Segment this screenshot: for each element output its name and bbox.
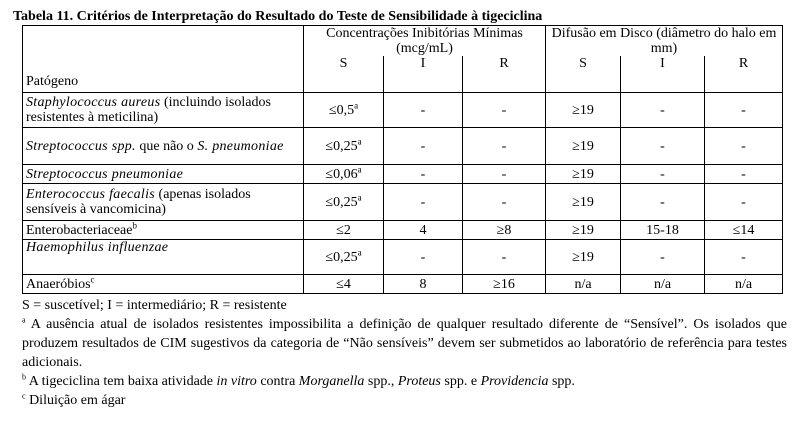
mic-s-cell: ≤0,25$^a$ [304,184,384,221]
disk-i-cell: - [621,240,705,275]
table-notes [22,296,787,410]
footnote-c: $^c$ Diluição em ágar [22,391,126,408]
header-disk-group: Difusão em Disco (diâmetro do halo em mm) [546,26,783,57]
disk-r-cell: - [705,93,783,128]
disk-r-cell: - [705,240,783,275]
pathogen-cell: Enterococcus faecalis (apenas isolados sensíveis à vancomicina) [23,184,304,221]
mic-i-cell: 8 [384,275,463,294]
mic-s-cell: ≤0,06$^a$ [304,165,384,184]
mic-i-cell: - [384,165,463,184]
header-row-groups [23,26,783,57]
footnote-b: $^b$ A tigeciclina tem baixa atividade in vitro contra Morganella spp., Proteus spp. e Providencia spp. [22,372,575,389]
table-row [23,240,783,275]
mic-s-cell: ≤0,5$^a$ [304,93,384,128]
mic-r-cell: - [463,128,546,165]
table-row [23,165,783,184]
header-disk-r: R [705,56,783,93]
footnote-a: $^a$ A ausência atual de isolados resistentes impossibilita a definição de qualquer resultado diferente de “Sensível”. Os isolados que produzem resultados de CIM sugestivos da categoria de “Não sensíveis” devem ser submetidos ao laboratório de referência para testes adicionais. [22,315,787,370]
table-title: Tabela 11. Critérios de Interpretação do Resultado do Teste de Sensibilidade à tigeciclina [13,9,543,24]
pathogen-cell: Streptococcus spp. que não o S. pneumoniae [23,128,304,165]
disk-i-cell: n/a [621,275,705,294]
mic-r-cell: - [463,93,546,128]
disk-i-cell: - [621,128,705,165]
table-row [23,184,783,221]
header-mic-s: S [304,56,384,93]
mic-i-cell: - [384,240,463,275]
mic-r-cell: ≥16 [463,275,546,294]
disk-i-cell: - [621,184,705,221]
mic-i-cell: 4 [384,221,463,240]
disk-s-cell: ≥19 [546,240,621,275]
mic-r-cell: - [463,240,546,275]
mic-s-cell: ≤0,25$^a$ [304,128,384,165]
disk-r-cell: - [705,165,783,184]
mic-i-cell: - [384,184,463,221]
disk-i-cell: - [621,93,705,128]
legend-note: S = suscetível; I = intermediário; R = resistente [22,298,287,313]
mic-s-cell: ≤2 [304,221,384,240]
disk-s-cell: ≥19 [546,221,621,240]
disk-s-cell: ≥19 [546,165,621,184]
table-row [23,93,783,128]
disk-s-cell: ≥19 [546,184,621,221]
mic-r-cell: - [463,184,546,221]
header-mic-group: Concentrações Inibitórias Mínimas (mcg/mL) [304,26,546,57]
table-row [23,128,783,165]
disk-s-cell: ≥19 [546,93,621,128]
mic-s-cell: ≤4 [304,275,384,294]
pathogen-cell: Staphylococcus aureus (incluindo isolados resistentes à meticilina) [23,93,304,128]
disk-r-cell: n/a [705,275,783,294]
pathogen-cell: Anaeróbios$^c$ [23,275,304,294]
disk-s-cell: ≥19 [546,128,621,165]
mic-r-cell: ≥8 [463,221,546,240]
mic-i-cell: - [384,128,463,165]
disk-r-cell: ≤14 [705,221,783,240]
susceptibility-table [22,25,783,294]
pathogen-cell: Haemophilus influenzae [23,240,304,275]
disk-i-cell: - [621,165,705,184]
document [13,9,787,410]
disk-r-cell: - [705,128,783,165]
table-row [23,221,783,240]
header-disk-i: I [621,56,705,93]
mic-s-cell: ≤0,25$^a$ [304,240,384,275]
disk-r-cell: - [705,184,783,221]
header-mic-i: I [384,56,463,93]
disk-s-cell: n/a [546,275,621,294]
pathogen-cell: Streptococcus pneumoniae [23,165,304,184]
header-pathogen: Patógeno [23,26,304,93]
header-disk-s: S [546,56,621,93]
mic-r-cell: - [463,165,546,184]
disk-i-cell: 15-18 [621,221,705,240]
table-row [23,275,783,294]
pathogen-cell: Enterobacteriaceae$^b$ [23,221,304,240]
mic-i-cell: - [384,93,463,128]
header-mic-r: R [463,56,546,93]
